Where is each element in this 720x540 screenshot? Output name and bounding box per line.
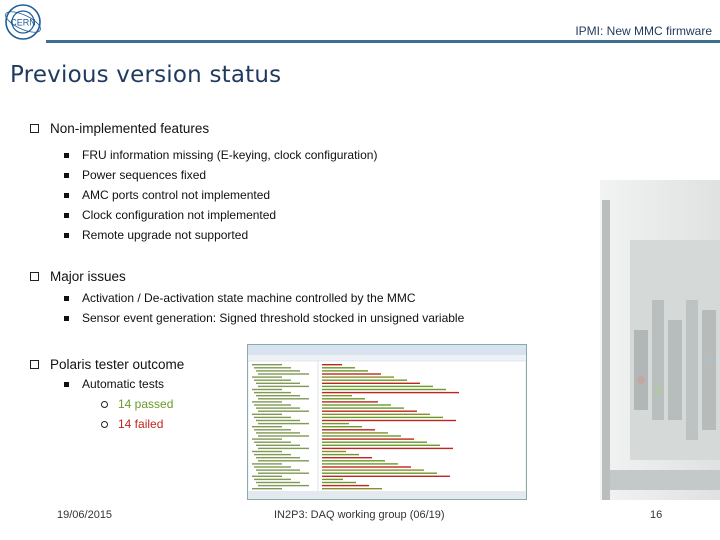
tree-row — [254, 404, 291, 405]
log-row — [322, 423, 349, 424]
square-bullet-icon — [64, 153, 69, 158]
tree-row — [254, 429, 291, 430]
section-heading: Polaris tester outcome — [50, 356, 185, 372]
log-row — [322, 367, 355, 368]
log-row — [322, 438, 414, 439]
checkbox-bullet-icon — [30, 124, 39, 133]
log-row — [322, 389, 446, 390]
square-bullet-icon — [64, 193, 69, 198]
issue-list — [82, 288, 464, 328]
section-major-issues — [30, 268, 464, 328]
log-row — [322, 429, 375, 430]
list-item: Sensor event generation: Signed threshold stocked in unsigned variable — [82, 308, 464, 328]
tree-row — [252, 451, 282, 452]
tree-row — [252, 426, 282, 427]
log-row — [322, 398, 365, 399]
tree-row — [258, 386, 309, 387]
tree-row — [256, 482, 300, 483]
log-row — [322, 407, 404, 408]
tree-row — [254, 454, 291, 455]
tree-row — [254, 392, 291, 393]
log-row — [322, 460, 385, 461]
log-row — [322, 435, 401, 436]
log-row — [322, 386, 433, 387]
header-title: IPMI: New MMC firmware — [575, 24, 712, 38]
log-row — [322, 479, 343, 480]
checkbox-bullet-icon — [30, 360, 39, 369]
tree-row — [258, 485, 309, 486]
tree-row — [256, 383, 300, 384]
log-row — [322, 448, 453, 449]
tree-row — [256, 395, 300, 396]
log-row — [322, 417, 443, 418]
tree-row — [252, 389, 282, 390]
tree-row — [254, 380, 291, 381]
square-bullet-icon — [64, 233, 69, 238]
tree-row — [254, 466, 291, 467]
list-item: AMC ports control not implemented — [82, 185, 377, 205]
cern-logo — [0, 0, 46, 44]
log-row — [322, 476, 450, 477]
list-item: Activation / De-activation state machine controlled by the MMC — [82, 288, 464, 308]
log-row — [322, 411, 417, 412]
log-row — [322, 401, 378, 402]
log-row — [322, 482, 356, 483]
footer-center: IN2P3: DAQ working group (06/19) — [274, 509, 445, 521]
log-row — [322, 420, 456, 421]
tree-row — [254, 479, 291, 480]
log-row — [322, 432, 388, 433]
square-bullet-icon — [64, 316, 69, 321]
tree-row — [256, 407, 300, 408]
log-row — [322, 473, 437, 474]
square-bullet-icon — [64, 173, 69, 178]
log-row — [322, 485, 369, 486]
tree-row — [256, 469, 300, 470]
tree-row — [258, 411, 309, 412]
tree-row — [256, 420, 300, 421]
tree-row — [254, 442, 291, 443]
tree-row — [258, 473, 309, 474]
log-row — [322, 364, 342, 365]
log-row — [322, 454, 359, 455]
log-row — [322, 426, 362, 427]
log-row — [322, 373, 381, 374]
tester-list — [82, 374, 184, 394]
log-row — [322, 404, 391, 405]
tree-row — [256, 432, 300, 433]
tree-row — [252, 401, 282, 402]
log-row — [322, 451, 346, 452]
tree-row — [252, 463, 282, 464]
tree-row — [258, 373, 309, 374]
list-item: Clock configuration not implemented — [82, 205, 377, 225]
log-row — [322, 469, 424, 470]
log-row — [322, 370, 368, 371]
circle-bullet-icon — [101, 401, 108, 408]
list-item: Remote upgrade not supported — [82, 225, 377, 245]
list-item: FRU information missing (E-keying, clock configuration) — [82, 145, 377, 165]
tester-screenshot-image — [248, 345, 526, 499]
log-row — [322, 466, 411, 467]
tree-row — [258, 423, 309, 424]
section-polaris — [30, 356, 184, 434]
footer-date: 19/06/2015 — [57, 509, 113, 521]
crate-photo — [540, 180, 720, 500]
feature-list — [82, 145, 377, 245]
square-bullet-icon — [64, 296, 69, 301]
tree-row — [252, 364, 282, 365]
log-row — [322, 392, 459, 393]
log-row — [322, 395, 352, 396]
section-heading: Major issues — [50, 268, 126, 284]
log-row — [322, 442, 427, 443]
tree-row — [258, 460, 309, 461]
tree-row — [258, 398, 309, 399]
tree-row — [252, 414, 282, 415]
list-item: Automatic tests — [82, 374, 184, 394]
result-list — [118, 394, 184, 434]
checkbox-bullet-icon — [30, 272, 39, 281]
page-number: 16 — [650, 509, 663, 521]
tree-row — [252, 488, 282, 489]
section-heading: Non-implemented features — [50, 120, 210, 136]
log-row — [322, 380, 407, 381]
tree-row — [256, 445, 300, 446]
log-row — [322, 488, 382, 489]
passed-count: 14 passed — [118, 394, 184, 414]
log-row — [322, 414, 430, 415]
tree-row — [258, 435, 309, 436]
log-row — [322, 383, 420, 384]
tree-row — [254, 367, 291, 368]
tester-screenshot — [247, 344, 527, 500]
log-row — [322, 445, 440, 446]
log-row — [322, 457, 372, 458]
log-row — [322, 376, 394, 377]
list-item: Power sequences fixed — [82, 165, 377, 185]
page-title: Previous version status — [10, 62, 282, 88]
square-bullet-icon — [64, 382, 69, 387]
tree-row — [254, 417, 291, 418]
logo-text: CERN — [10, 17, 36, 28]
tree-row — [252, 476, 282, 477]
tree-row — [252, 376, 282, 377]
square-bullet-icon — [64, 213, 69, 218]
tree-row — [256, 457, 300, 458]
section-non-implemented — [30, 120, 377, 245]
tree-row — [258, 448, 309, 449]
failed-count: 14 failed — [118, 414, 184, 434]
header-rule — [46, 40, 720, 43]
tree-row — [256, 370, 300, 371]
log-row — [322, 463, 398, 464]
circle-bullet-icon — [101, 421, 108, 428]
tree-row — [252, 438, 282, 439]
